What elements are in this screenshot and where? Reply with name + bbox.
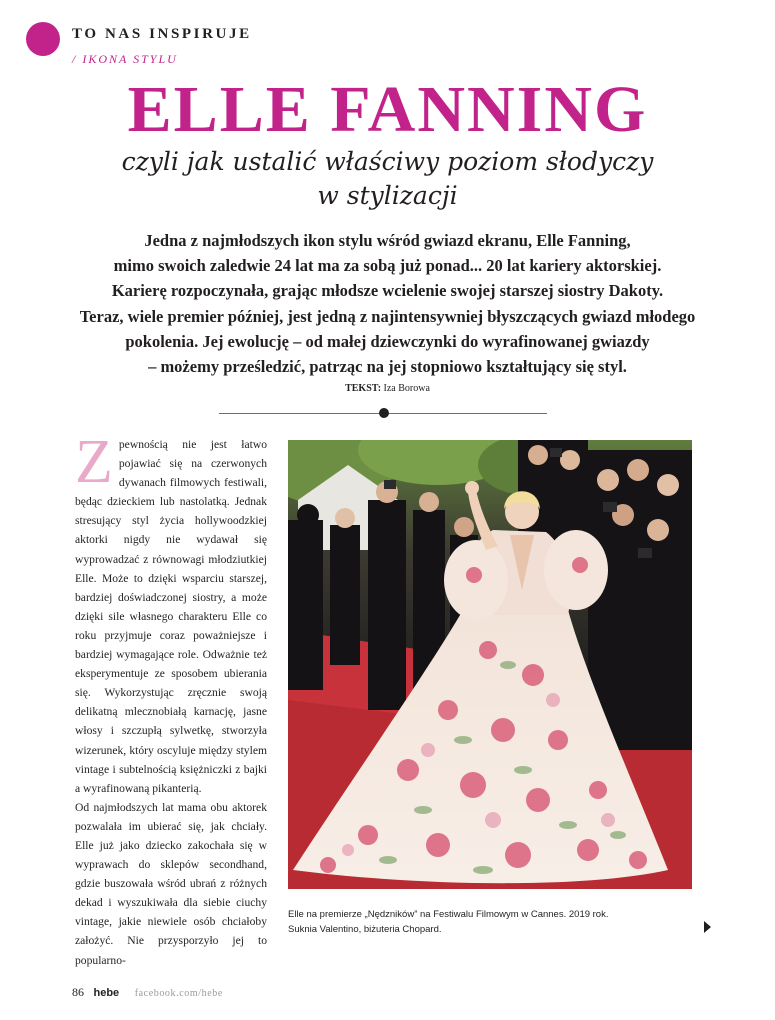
lead-line: Jedna z najmłodszych ikon stylu wśród gwiazd ekranu, Elle Fanning, (144, 231, 631, 250)
body-text-1: pewnością nie jest łatwo pojawiać się na czerwonych dywanach filmowych festiwali, będąc dzieckiem lub nastolatką. Jednak stresujący styl życia hollywoodzkiej aktorki nigdy nie wydawał się wyprowadzać z równowagi młodziutkiej Elle. Może to dzięki wsparciu starszej, bardziej doświadczonej siostry, a może dzięki sile własnego charakteru Elle co roku przyjmuje coraz poważniejsze i bardziej wymagające role. Odważnie też eksperymentuje ze sposobem ubierania się. Wykorzystując zręcznie swoją delikatną mlecznobiałą karnację, jasne włosy i szczupłą sylwetkę, stworzyła wizerunek, który oscyluje między stylem vintage i subtelnością księżniczki z bajki a wyrafinowaną pikanterią. (75, 438, 267, 795)
article-title: ELLE FANNING (127, 73, 648, 146)
section-kicker: TO NAS INSPIRUJE (72, 26, 252, 42)
lead-line: – możemy prześledzić, patrząc na jej stopniowo kształtujący się styl. (148, 357, 627, 377)
divider-dot-icon (379, 408, 389, 418)
body-paragraph-2: Od najmłodszych lat mama obu aktorek pozwalała im ubierać się, jak chciały. Elle już jako dziecko zakochała się w wyprawach do sklepów secondhand, gdzie buszowała wśród ubrań z różnych dekad i wyszukiwała dla siebie ciuchy vintage, jakie niewiele osób chciałoby założyć. Nie przysporzyło jej to popularno- (75, 800, 267, 967)
photo-caption (288, 907, 692, 937)
author-credit (0, 383, 775, 394)
section-subkicker: / IKONA STYLU (72, 52, 178, 66)
subtitle-line-2: w stylizacji (317, 181, 458, 210)
page-number: 86 (72, 985, 84, 999)
section-dot-icon (26, 22, 60, 56)
body-column (75, 428, 267, 970)
lead-line: Teraz, wiele premier później, jest jedną z najintensywniej błyszczących gwiazd młodego (79, 306, 696, 326)
triangle-right-icon[interactable] (704, 921, 711, 933)
caption-line-2: Suknia Valentino, biżuteria Chopard. (288, 924, 442, 935)
lead-line: Karierę rozpoczynała, grając młodsze wcielenie swojej starszej siostry Dakoty. (111, 281, 664, 301)
cover-photo (288, 440, 692, 889)
subtitle-line-1: czyli jak ustalić właściwy poziom słodyczy (121, 147, 654, 176)
body-paragraph-1 (75, 428, 267, 798)
lead-line: mimo swoich zaledwie 24 lat ma za sobą już ponad... 20 lat kariery aktorskiej. (113, 256, 662, 276)
facebook-link[interactable]: facebook.com/hebe (134, 988, 223, 999)
brand-logo: hebe (93, 987, 120, 999)
credit-label: TEKST: (345, 383, 382, 394)
red-carpet-photo-illustration (288, 440, 692, 889)
drop-cap: Z (75, 428, 113, 496)
article-lead (70, 228, 705, 379)
caption-line-1: Elle na premierze „Nędzników” na Festiwalu Filmowym w Cannes. 2019 rok. (288, 909, 609, 920)
article-subtitle (0, 145, 775, 213)
page-footer (72, 985, 223, 1000)
credit-name: Iza Borowa (383, 383, 430, 394)
lead-line: pokolenia. Jej ewolucję – od małej dziewczynki do wyrafinowanej gwiazdy (125, 331, 650, 351)
